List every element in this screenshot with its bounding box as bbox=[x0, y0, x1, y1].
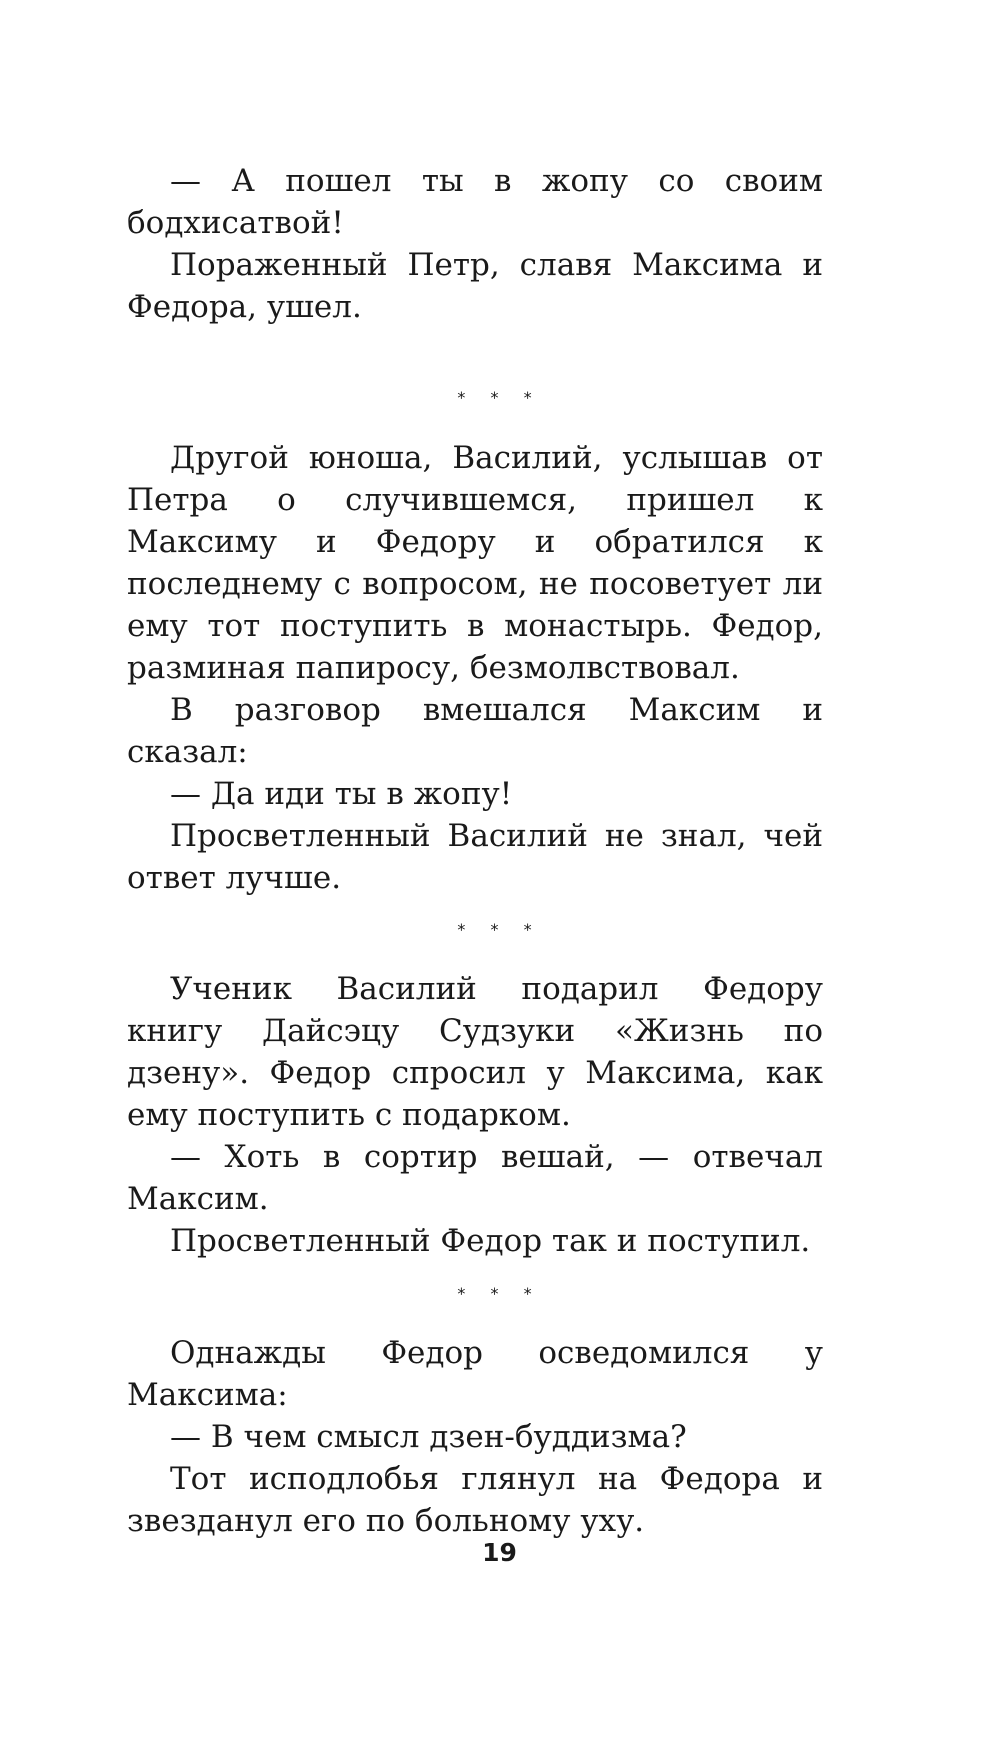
section-separator: * * * bbox=[457, 388, 542, 407]
paragraph: — В чем смысл дзен-буддизма? bbox=[170, 1419, 687, 1455]
paragraph: Другой юноша, Василий, услышав от Петра о случившемся, пришел к Максиму и Федору и обратился к последнему с вопросом, не посоветует ли ему тот поступить в монастырь. Федор, разминая папиросу, безмолвствовал. bbox=[127, 440, 823, 686]
section-separator: * * * bbox=[457, 1284, 542, 1303]
paragraph: Тот исподлобья глянул на Федора и звезданул его по больному уху. bbox=[127, 1461, 823, 1539]
paragraph: Просветленный Василий не знал, чей ответ лучше. bbox=[127, 818, 823, 896]
paragraph: — А пошел ты в жопу со своим бодхисатвой! bbox=[127, 163, 823, 241]
text-section-1 bbox=[127, 160, 823, 328]
section-separator: * * * bbox=[457, 920, 542, 939]
paragraph: — Да иди ты в жопу! bbox=[170, 776, 513, 812]
text-section-3 bbox=[127, 968, 823, 1262]
paragraph: — Хоть в сортир вешай, — отвечал Максим. bbox=[127, 1139, 823, 1217]
text-section-2 bbox=[127, 437, 823, 899]
paragraph: В разговор вмешался Максим и сказал: bbox=[127, 692, 823, 770]
paragraph: Просветленный Федор так и поступил. bbox=[170, 1223, 811, 1259]
paragraph: Пораженный Петр, славя Максима и Федора, ушел. bbox=[127, 247, 823, 325]
text-section-4 bbox=[127, 1332, 823, 1542]
paragraph: Ученик Василий подарил Федору книгу Дайсэцу Судзуки «Жизнь по дзену». Федор спросил у Максима, как ему поступить с подарком. bbox=[127, 971, 823, 1133]
page-number: 19 bbox=[482, 1538, 517, 1567]
paragraph: Однажды Федор осведомился у Максима: bbox=[127, 1335, 823, 1413]
